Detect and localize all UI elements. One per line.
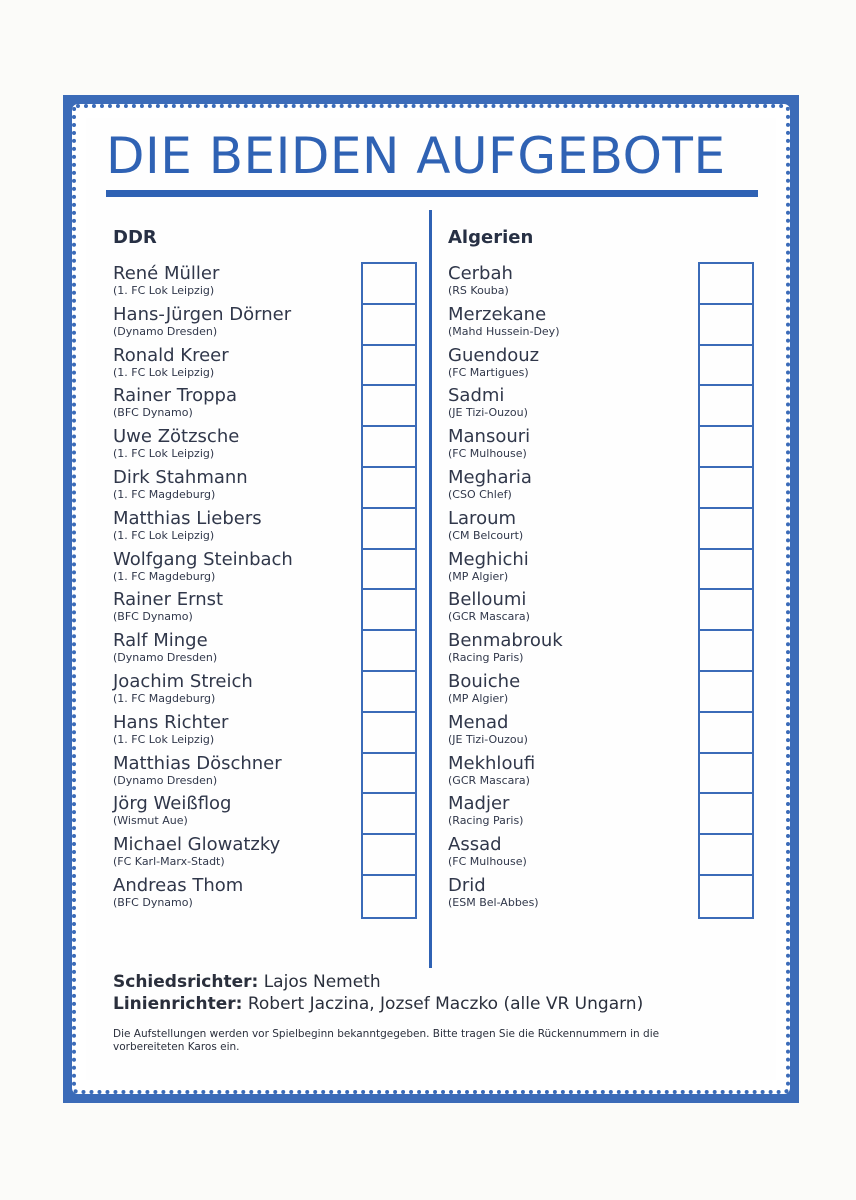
shirt-number-box	[700, 631, 752, 672]
linesmen-names: Robert Jaczina, Jozsef Maczko (alle VR Ungarn)	[247, 994, 644, 1014]
player-club: (1. FC Lok Leipzig)	[113, 284, 215, 297]
player-name: Drid	[448, 874, 486, 896]
player-name: Jörg Weißflog	[113, 793, 232, 815]
player-name: Belloumi	[448, 589, 527, 611]
shirt-number-box	[700, 386, 752, 427]
player-club: (CSO Chlef)	[448, 487, 512, 501]
player-name: Ralf Minge	[113, 630, 208, 652]
officials	[113, 971, 753, 1015]
shirt-number-box	[363, 590, 415, 631]
player-name: Merzekane	[448, 303, 547, 325]
shirt-number-box	[700, 876, 752, 917]
shirt-number-box	[363, 794, 415, 835]
shirt-number-box	[700, 264, 752, 305]
player-club: (CM Belcourt)	[448, 528, 524, 542]
player-club: (MP Algier)	[448, 569, 509, 583]
player-name: Michael Glowatzky	[113, 834, 281, 856]
player-name: Mekhloufi	[448, 752, 536, 774]
shirt-number-box	[700, 346, 752, 387]
player-club: (FC Karl-Marx-Stadt)	[113, 855, 225, 869]
shirt-number-box	[363, 876, 415, 917]
instructions-note: Die Aufstellungen werden vor Spielbeginn bekanntgegeben. Bitte tragen Sie die Rückennummern in die vorbereiteten Karos ein.	[113, 1028, 660, 1053]
player-name: Mansouri	[448, 426, 531, 448]
team-heading: DDR	[113, 227, 157, 248]
player-club: (BFC Dynamo)	[113, 610, 193, 624]
player-name: Cerbah	[448, 263, 513, 284]
shirt-number-box	[700, 305, 752, 346]
shirt-number-box	[700, 835, 752, 876]
player-club: (1. FC Lok Leipzig)	[113, 447, 215, 461]
player-name: Ronald Kreer	[113, 344, 229, 366]
title-underline	[106, 190, 758, 197]
shirt-number-box	[363, 550, 415, 591]
shirt-number-box	[363, 509, 415, 550]
player-club: (FC Mulhouse)	[448, 855, 527, 869]
player-name: Uwe Zötzsche	[113, 426, 240, 448]
shirt-number-box	[363, 468, 415, 509]
player-club: (JE Tizi-Ouzou)	[448, 406, 528, 420]
player-name: Matthias Döschner	[113, 752, 282, 774]
shirt-number-box	[363, 346, 415, 387]
shirt-number-box	[363, 631, 415, 672]
player-name: Dirk Stahmann	[113, 466, 248, 488]
player-club: (Mahd Hussein-Dey)	[448, 324, 560, 338]
shirt-number-box	[363, 754, 415, 795]
player-name: Bouiche	[448, 670, 521, 692]
player-club: (Dynamo Dresden)	[113, 651, 218, 665]
referee-label: Schiedsrichter:	[113, 972, 259, 992]
player-name: Meghichi	[448, 548, 529, 570]
shirt-number-box	[363, 672, 415, 713]
player-club: (1. FC Magdeburg)	[113, 569, 216, 583]
team-heading: Algerien	[448, 227, 534, 248]
player-club: (Racing Paris)	[448, 814, 524, 828]
player-name: Hans-Jürgen Dörner	[113, 303, 292, 325]
player-club: (MP Algier)	[448, 691, 509, 705]
player-name: Andreas Thom	[113, 874, 244, 896]
shirt-number-box	[700, 468, 752, 509]
player-name: Sadmi	[448, 385, 505, 407]
shirt-number-box	[363, 386, 415, 427]
player-name: Benmabrouk	[448, 630, 563, 652]
player-name: Matthias Liebers	[113, 507, 262, 529]
player-club: (FC Martigues)	[448, 365, 529, 379]
player-name: Laroum	[448, 507, 517, 529]
player-club: (Dynamo Dresden)	[113, 773, 218, 787]
player-name: Rainer Ernst	[113, 589, 224, 611]
player-club: (FC Mulhouse)	[448, 447, 527, 461]
shirt-number-box	[700, 427, 752, 468]
linesmen-label: Linienrichter:	[113, 994, 243, 1014]
shirt-number-box	[363, 264, 415, 305]
shirt-number-box	[700, 672, 752, 713]
player-club: (BFC Dynamo)	[113, 895, 193, 909]
player-name: Rainer Troppa	[113, 385, 237, 407]
player-club: (1. FC Lok Leipzig)	[113, 732, 215, 746]
player-name: Madjer	[448, 793, 510, 815]
player-club: (Racing Paris)	[448, 651, 524, 665]
player-club: (RS Kouba)	[448, 284, 509, 297]
referee-line	[113, 971, 753, 993]
shirt-number-box	[700, 754, 752, 795]
shirt-number-boxes	[361, 262, 417, 919]
player-club: (ESM Bel-Abbes)	[448, 895, 539, 909]
linesmen-line	[113, 993, 753, 1015]
shirt-number-box	[363, 427, 415, 468]
player-name: Guendouz	[448, 344, 540, 366]
referee-name: Lajos Nemeth	[263, 972, 381, 992]
shirt-number-box	[700, 590, 752, 631]
player-club: (1. FC Magdeburg)	[113, 487, 216, 501]
lineup-sheet	[86, 118, 776, 1080]
player-club: (BFC Dynamo)	[113, 406, 193, 420]
shirt-number-box	[700, 713, 752, 754]
shirt-number-box	[363, 305, 415, 346]
player-club: (1. FC Lok Leipzig)	[113, 528, 215, 542]
player-club: (GCR Mascara)	[448, 773, 530, 787]
player-club: (Dynamo Dresden)	[113, 324, 218, 338]
player-name: Menad	[448, 711, 509, 733]
player-club: (1. FC Lok Leipzig)	[113, 365, 215, 379]
player-name: Assad	[448, 834, 502, 856]
player-name: Joachim Streich	[113, 670, 253, 692]
player-name: Wolfgang Steinbach	[113, 548, 293, 570]
player-club: (Wismut Aue)	[113, 814, 188, 828]
player-club: (1. FC Magdeburg)	[113, 691, 216, 705]
decorative-frame	[63, 95, 799, 1103]
player-name: Hans Richter	[113, 711, 229, 733]
shirt-number-box	[700, 550, 752, 591]
shirt-number-box	[363, 713, 415, 754]
shirt-number-box	[363, 835, 415, 876]
shirt-number-boxes	[698, 262, 754, 919]
page-title: DIE BEIDEN AUFGEBOTE	[106, 127, 726, 185]
shirt-number-box	[700, 509, 752, 550]
player-name: René Müller	[113, 263, 220, 284]
player-name: Megharia	[448, 466, 532, 488]
player-club: (GCR Mascara)	[448, 610, 530, 624]
shirt-number-box	[700, 794, 752, 835]
player-club: (JE Tizi-Ouzou)	[448, 732, 528, 746]
